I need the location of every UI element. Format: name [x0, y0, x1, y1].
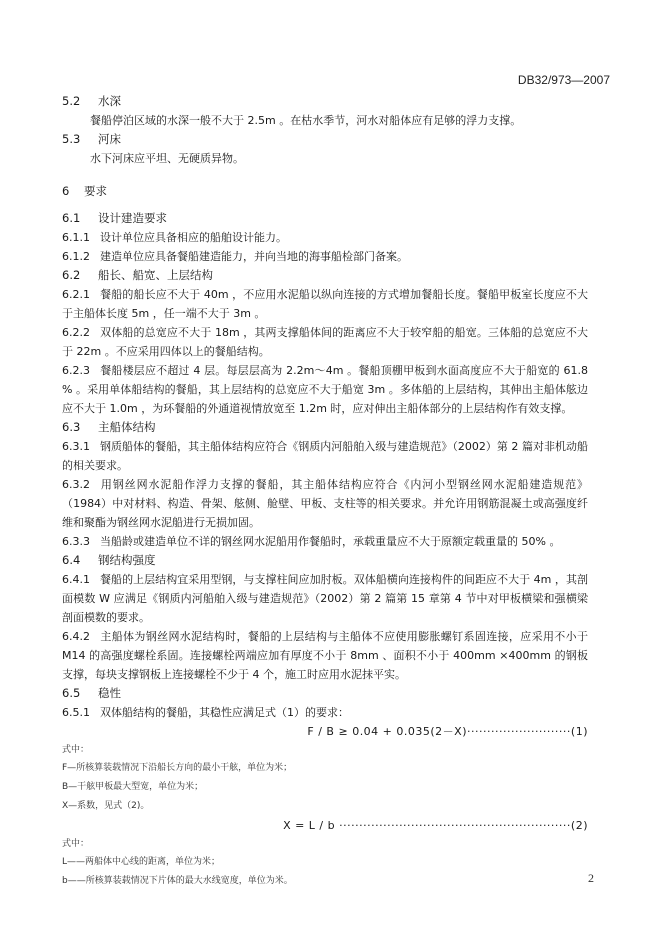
- section-title: 钢结构强度: [98, 553, 156, 567]
- variable-definition-f: F—所核算装载情况下沿船长方向的最小干舷，单位为米；: [62, 763, 293, 773]
- section-number: 5.3: [62, 132, 81, 146]
- section-heading-6-5: [62, 684, 588, 703]
- section-number: 6.5: [62, 686, 81, 700]
- clause-text: 用钢丝网水泥船作浮力支撑的餐船，其主船体结构应符合《内河小型钢丝网水泥船建造规范》（1984）中对材料、构造、骨架、舷侧、舱壁、甲板、支柱等的相关要求。并允许用钢筋混凝土或高强度纤维和聚酯为钢丝网水泥船进行无损加固。: [62, 478, 588, 529]
- chapter-heading-6: [62, 182, 588, 201]
- chapter-number: 6: [62, 184, 70, 198]
- clause-6-4-1: [62, 570, 588, 627]
- clause-number: 6.2.1: [62, 288, 90, 301]
- formula-where-label: 式中：: [62, 745, 90, 755]
- page-number: 2: [588, 871, 594, 885]
- clause-number: 6.3.3: [62, 535, 90, 548]
- section-title: 主船体结构: [98, 420, 156, 434]
- clause-text: 设计单位应具备相应的船舶设计能力。: [100, 231, 287, 244]
- section-heading-6-2: [62, 266, 588, 285]
- clause-6-1-1: [62, 228, 588, 247]
- formula-1: [62, 722, 588, 741]
- variable-definition-l: L——两船体中心线的距离，单位为米；: [62, 857, 221, 867]
- clause-text: 餐船楼层应不超过 4 层。每层层高为 2.2m～4m 。餐船顶棚甲板到水面高度应不大于船宽的 61.8 % 。采用单体船结构的餐船，其上层结构的总宽应不大于船宽 3m 。多体船的上层结构，其伸出主船体舷边应不大于 1.0m ，为环餐船的外通道视情放宽至 1.2m 时，应对伸出主船体部分的上层结构作有效支撑。: [62, 364, 588, 415]
- section-heading-6-4: [62, 551, 588, 570]
- clause-6-4-2: [62, 627, 588, 684]
- section-number: 6.4: [62, 553, 81, 567]
- variable-definition-b: B—干舷甲板最大型宽，单位为米；: [62, 782, 204, 792]
- clause-6-3-1: [62, 437, 588, 475]
- clause-number: 6.1.2: [62, 250, 90, 263]
- formula-2: [62, 816, 588, 835]
- clause-text: 双体船结构的餐船，其稳性应满足式（1）的要求：: [100, 706, 349, 719]
- clause-text: 餐船的船长应不大于 40m ，不应用水泥船以纵向连接的方式增加餐船长度。餐船甲板室长度应不大于主船体长度 5m ，任一端不大于 3m 。: [62, 288, 588, 320]
- clause-number: 6.3.2: [62, 478, 90, 491]
- clause-6-3-2: [62, 475, 588, 532]
- section-title: 水深: [98, 94, 121, 108]
- document-code: DB32/973—2007: [517, 73, 610, 87]
- section-title: 船长、船宽、上层结构: [98, 268, 213, 282]
- clause-6-2-2: [62, 323, 588, 361]
- clause-number: 6.2.2: [62, 326, 90, 339]
- formula-expression: X = L / b ··························································(2): [283, 819, 588, 832]
- clause-6-2-1: [62, 285, 588, 323]
- section-heading-5-3: [62, 130, 588, 149]
- section-number: 6.3: [62, 420, 81, 434]
- section-number: 6.1: [62, 211, 81, 225]
- section-number: 5.2: [62, 94, 81, 108]
- section-heading-6-1: [62, 209, 588, 228]
- clause-number: 6.3.1: [62, 440, 90, 453]
- chapter-title: 要求: [84, 184, 107, 198]
- clause-text: 钢质船体的餐船，其主船体结构应符合《钢质内河船舶入级与建造规范》（2002）第 2 篇对非机动船的相关要求。: [62, 440, 588, 472]
- formula-where-label: 式中：: [62, 839, 90, 849]
- clause-6-1-2: [62, 247, 588, 266]
- section-title: 稳性: [98, 686, 121, 700]
- section-title: 设计建造要求: [98, 211, 167, 225]
- paragraph-5-2: 餐船停泊区域的水深一般不大于 2.5m 。在枯水季节，河水对船体应有足够的浮力支撑。: [90, 114, 522, 127]
- formula-expression: F / B ≥ 0.04 + 0.035(2－X)··························(1): [307, 725, 588, 738]
- clause-text: 主船体为钢丝网水泥结构时，餐船的上层结构与主船体不应使用膨胀螺钉系固连接，应采用不小于 M14 的高强度螺栓系固。连接螺栓两端应加有厚度不小于 8mm 、面积不小于 400mm ×400mm 的钢板支撑，每块支撑钢板上连接螺栓不少于 4 个，施工时应用水泥抹平实。: [62, 630, 588, 681]
- section-number: 6.2: [62, 268, 81, 282]
- document-body: [62, 92, 588, 891]
- clause-6-3-3: [62, 532, 588, 551]
- variable-definition-x: X—系数，见式（2)。: [62, 801, 150, 811]
- variable-definition-b-lower: b——所核算装载情况下片体的最大水线宽度，单位为米。: [62, 876, 293, 886]
- section-heading-5-2: [62, 92, 588, 111]
- clause-text: 建造单位应具备餐船建造能力，并向当地的海事船检部门备案。: [100, 250, 408, 263]
- paragraph-5-3: 水下河床应平坦、无硬质异物。: [90, 152, 244, 165]
- section-heading-6-3: [62, 418, 588, 437]
- clause-text: 当船龄或建造单位不详的钢丝网水泥船用作餐船时，承载重量应不大于原额定载重量的 50% 。: [100, 535, 561, 548]
- section-title: 河床: [98, 132, 121, 146]
- clause-number: 6.1.1: [62, 231, 90, 244]
- clause-number: 6.4.1: [62, 573, 90, 586]
- clause-6-2-3: [62, 361, 588, 418]
- clause-text: 双体船的总宽应不大于 18m ，其两支撑船体间的距离应不大于较窄船的船宽。三体船的总宽应不大于 22m 。不应采用四体以上的餐船结构。: [62, 326, 588, 358]
- clause-number: 6.2.3: [62, 364, 90, 377]
- clause-number: 6.4.2: [62, 630, 90, 643]
- clause-number: 6.5.1: [62, 706, 90, 719]
- clause-text: 餐船的上层结构宜采用型钢，与支撑柱间应加肘板。双体船横向连接构件的间距应不大于 4m ，其剖面模数 W 应满足《钢质内河船舶入级与建造规范》（2002）第 2 篇第 15 章第 4 节中对甲板横梁和强横梁剖面模数的要求。: [62, 573, 588, 624]
- clause-6-5-1: [62, 703, 588, 722]
